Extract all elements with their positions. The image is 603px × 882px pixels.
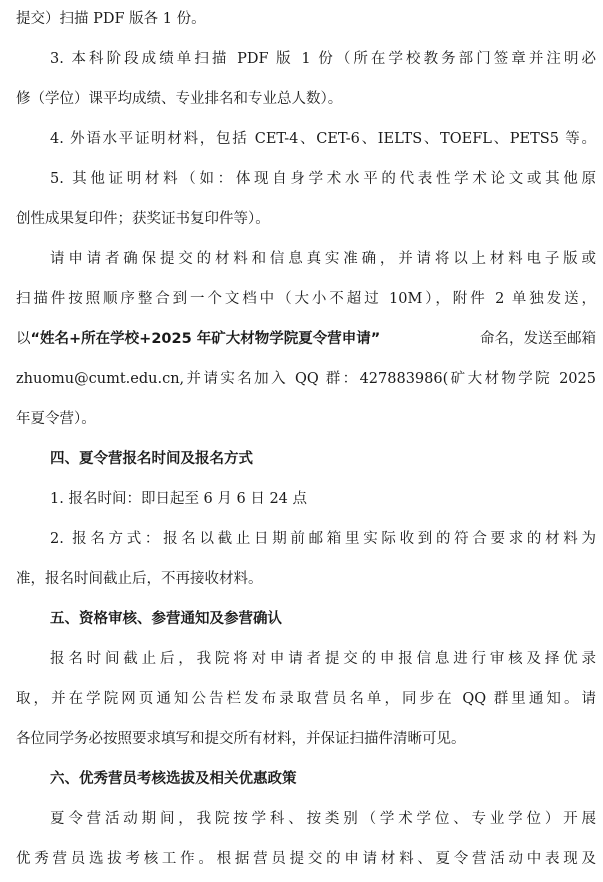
selection-line-1: 夏令营活动期间，我院按学科、按类别（学术学位、专业学位）开展 (50, 811, 596, 827)
review-line-2: 取，并在学院网页通知公告栏发布录取营员名单，同步在 QQ 群里通知。请 (16, 691, 596, 707)
section-heading-5: 五、资格审核、参营通知及参营确认 (50, 611, 282, 627)
naming-prefix: 以 (16, 331, 31, 347)
list-item-4: 4. 外语水平证明材料，包括 CET-4、CET-6、IELTS、TOEFL、PETS5 等。 (50, 131, 596, 147)
section-heading-4: 四、夏令营报名时间及报名方式 (50, 451, 253, 467)
naming-suffix: 命名，发送至邮箱 (480, 331, 596, 347)
signup-method-line-1: 2. 报名方式：报名以截止日期前邮箱里实际收到的符合要求的材料为 (50, 531, 596, 547)
review-line-3: 各位同学务必按照要求填写和提交所有材料，并保证扫描件清晰可见。 (16, 731, 466, 747)
list-item-5-line-2: 创性成果复印件；获奖证书复印件等）。 (16, 211, 270, 227)
signup-time: 1. 报名时间：即日起至 6 月 6 日 24 点 (50, 491, 307, 507)
instruction-line-3 (16, 326, 596, 352)
review-line-1: 报名时间截止后，我院将对申请者提交的申报信息进行审核及择优录 (50, 651, 596, 667)
email-line-2: 年夏令营）。 (16, 411, 96, 427)
signup-method-line-2: 准，报名时间截止后，不再接收材料。 (16, 571, 263, 587)
paragraph-line: 提交）扫描 PDF 版各 1 份。 (16, 11, 206, 27)
selection-line-2: 优秀营员选拔考核工作。根据营员提交的申请材料、夏令营活动中表现及 (16, 851, 596, 867)
list-item-5-line-1: 5. 其他证明材料（如：体现自身学术水平的代表性学术论文或其他原 (50, 171, 596, 187)
section-heading-6: 六、优秀营员考核选拔及相关优惠政策 (50, 771, 297, 787)
list-item-3-line-2: 修（学位）课平均成绩、专业排名和专业总人数）。 (16, 91, 343, 107)
list-item-3-line-1: 3. 本科阶段成绩单扫描 PDF 版 1 份（所在学校教务部门签章并注明必 (50, 51, 596, 67)
naming-format-bold: “姓名+所在学校+2025 年矿大材物学院夏令营申请” (30, 331, 381, 347)
instruction-line-2: 扫描件按照顺序整合到一个文档中（大小不超过 10M），附件 2 单独发送， (16, 291, 596, 307)
instruction-line-1: 请申请者确保提交的材料和信息真实准确，并请将以上材料电子版或 (50, 251, 596, 267)
email-line: zhuomu@cumt.edu.cn,并请实名加入 QQ 群：427883986(矿大材物学院 2025 (16, 371, 596, 387)
